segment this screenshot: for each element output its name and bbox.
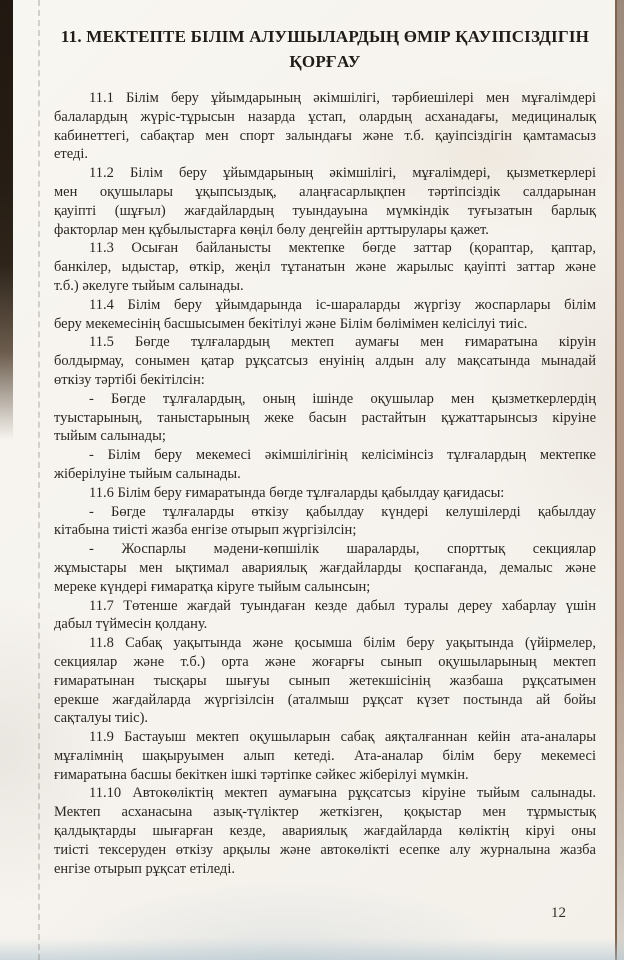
paragraph-p11-3 [54, 239, 596, 295]
text-line: - Жоспарлы мәдени-көпшілік шараларды, спорттық секциялар [89, 541, 596, 558]
text-line: кабинеттегі, сабақтар мен спорт залындағы және т.б. қауіпсіздігін қамтамасыз [54, 127, 596, 144]
paragraph-b4 [54, 540, 596, 596]
text-line: тыйым салынады; [54, 428, 166, 445]
paragraph-p11-8 [54, 634, 596, 728]
text-line: мен оқушылары ұқыпсыздық, алаңғасарлықпен тәртіпсіздік салдарынан [54, 183, 596, 200]
text-line: 11.6 Білім беру ғимаратында бөгде тұлғаларды қабылдау қағидасы: [89, 484, 505, 501]
paragraph-p11-10 [54, 784, 596, 878]
text-line: 11.7 Төтенше жағдай туындаған кезде дабыл туралы дереу хабарлау үшін [89, 597, 596, 614]
text-line: Мектеп асханасына азық-түліктер жеткізген, қоқыстар мен тұрмыстық [54, 804, 596, 821]
text-line: жіберілуіне тыйым салынады. [54, 465, 241, 482]
text-line: 11.3 Осыған байланысты мектепке бөгде заттар (қораптар, қаптар, [89, 240, 596, 257]
section-title [54, 24, 596, 74]
page-content [54, 24, 596, 922]
text-line: сақталуы тиіс). [54, 710, 149, 727]
text-line: тиісті тексеруден өткізу арқылы және автокөлікті есепке алу журналына жазба [54, 841, 596, 858]
text-line: мұғалімнің шақыруымен алып кетеді. Ата-аналар білім беру мекемесі [54, 747, 596, 764]
text-line: қалдықтарды шығарған кезде, авариялық жағдайларда көліктің кіруі оны [54, 823, 596, 840]
text-line: т.б.) әкелуге тыйым салынады. [54, 277, 244, 294]
text-line: 11.8 Сабақ уақытында және қосымша білім беру уақытында (үйірмелер, [89, 635, 596, 652]
text-line: балалардың жүріс-тұрысын назарда ұстап, олардың асханадағы, медициналық [54, 108, 596, 125]
text-line: дабыл түймесін қолдану. [54, 616, 208, 633]
section-title-line-1: 11. МЕКТЕПТЕ БІЛІМ АЛУШЫЛАРДЫҢ ӨМІР ҚАУІПСІЗДІГІН [60, 27, 590, 46]
text-line: секциялар және т.б.) орта және жоғарғы сынып оқушыларының мектеп [54, 653, 596, 670]
text-line: - Бөгде тұлғаларды өткізу қабылдау күндері келушілерді қабылдау [89, 503, 596, 520]
paragraph-p11-7 [54, 597, 596, 635]
paragraph-p11-5 [54, 333, 596, 389]
text-line: 11.10 Автокөліктің мектеп аумағына рұқсатсыз кіруіне тыйым салынады. [89, 785, 596, 802]
text-line: қауіпті (шұғыл) жағдайлардың туындауына мүмкіндік туғызатын барлық [54, 202, 596, 219]
text-line: туыстарының, таныстарының жеке басын растайтын құжаттарынсыз кіруіне [54, 409, 596, 426]
paragraph-p11-9 [54, 728, 596, 784]
section-title-line-2: ҚОРҒАУ [289, 52, 361, 71]
text-line: кітабына тиісті жазба енгізе отырып жүргізілсін; [54, 522, 357, 539]
text-line: - Бөгде тұлғалардың, оның ішінде оқушылар мен қызметкерлердің [89, 390, 596, 407]
text-line: болдырмау, сонымен қатар рұқсатсыз енуінің алдын алу мақсатында мынадай [54, 353, 596, 370]
document-body [54, 89, 596, 878]
text-line: етеді. [54, 146, 89, 163]
scan-edge-left [0, 0, 13, 440]
text-line: ғимаратынан тысқары шығуы сынып жетекшісінің жазбаша рұқсатымен [54, 672, 596, 689]
text-line: 11.5 Бөгде тұлғалардың мектеп аумағы мен ғимаратына кіруін [89, 334, 596, 351]
text-line: беру мекемесінің басшысымен бекітілуі және Білім бөлімімен келісілуі тиіс. [54, 315, 528, 332]
text-line: 11.9 Бастауыш мектеп оқушыларын сабақ аяқталғаннан кейін ата-аналары [89, 729, 596, 746]
text-line: ғимаратына басшы бекіткен ішкі тәртіпке сәйкес жіберілуі мүмкін. [54, 766, 469, 783]
text-line: өткізу тәртібі бекітілсін: [54, 371, 205, 388]
text-line: мереке күндері ғимаратқа кіруге тыйым салынсын; [54, 578, 371, 595]
text-line: факторлар мен құбылыстарға көңіл бөлу деңгейін арттырулары қажет. [54, 221, 489, 238]
paragraph-b2 [54, 446, 596, 484]
scan-edge-bottom [0, 938, 624, 960]
text-line: жұмыстары мен ықтимал авариялық жағдайларды қоспағанда, демалыс және [54, 559, 596, 576]
text-line: 11.1 Білім беру ұйымдарының әкімшілігі, тәрбиешілері мен мұғалімдері [89, 90, 596, 106]
text-line: 11.4 Білім беру ұйымдарында іс-шараларды жүргізу жоспарлары білім [89, 296, 596, 313]
fold-crease-line [38, 0, 40, 960]
paragraph-p11-1 [54, 89, 596, 164]
paragraph-b3 [54, 503, 596, 541]
text-line: 11.2 Білім беру ұйымдарының әкімшілігі, мұғалімдері, қызметкерлері [89, 165, 596, 182]
page-number: 12 [551, 905, 566, 922]
text-line: енгізе отырып рұқсат етіледі. [54, 860, 235, 877]
text-line: банкілер, ыдыстар, өткір, жеңіл тұтанатын және жарылыс қауіпті заттар және [54, 259, 596, 276]
paragraph-p11-4 [54, 296, 596, 334]
scan-edge-right [615, 0, 624, 960]
paragraph-p11-2 [54, 164, 596, 239]
paragraph-b1 [54, 390, 596, 446]
paragraph-p11-6 [54, 484, 596, 503]
text-line: ерекше жағдайларда жүргізілсін (аталмыш рұқсат күзет постында ай бойы [54, 691, 596, 708]
text-line: - Білім беру мекемесі әкімшілігінің келісімінсіз тұлғалардың мектепке [89, 447, 596, 464]
